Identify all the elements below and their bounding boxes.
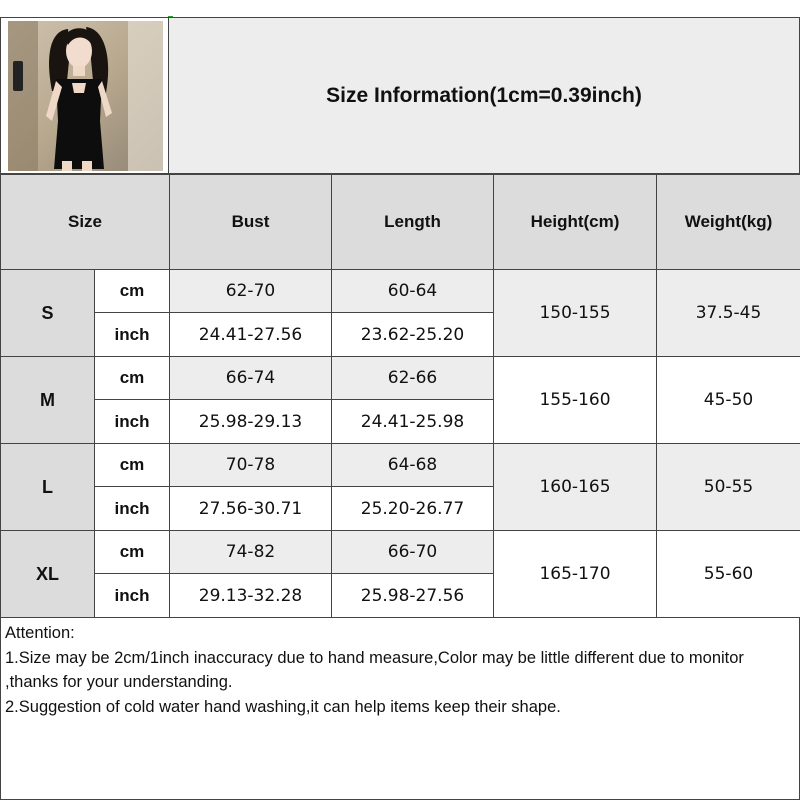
length-inch: 23.62-25.20 [332, 313, 494, 357]
weight-value: 55-60 [657, 531, 800, 618]
table-row [1, 531, 800, 574]
length-inch: 25.98-27.56 [332, 574, 494, 618]
weight-value: 37.5-45 [657, 270, 800, 357]
height-value: 155-160 [494, 357, 657, 444]
height-value: 165-170 [494, 531, 657, 618]
height-value: 150-155 [494, 270, 657, 357]
bust-cm: 62-70 [170, 270, 332, 313]
length-cm: 66-70 [332, 531, 494, 574]
unit-label: cm [95, 270, 170, 313]
title-cell [169, 17, 800, 174]
bust-inch: 27.56-30.71 [170, 487, 332, 531]
attention-notes [0, 617, 800, 800]
length-cm: 64-68 [332, 444, 494, 487]
unit-label: inch [95, 313, 170, 357]
unit-label: inch [95, 574, 170, 618]
attention-line-1: 1.Size may be 2cm/1inch inaccuracy due to hand measure,Color may be little different due to monitor ,thanks for your understanding. [5, 648, 744, 691]
header-length: Length [332, 175, 494, 270]
table-header-row [1, 175, 800, 270]
unit-label: cm [95, 357, 170, 400]
product-photo [8, 21, 163, 171]
length-inch: 24.41-25.98 [332, 400, 494, 444]
weight-value: 50-55 [657, 444, 800, 531]
length-cm: 62-66 [332, 357, 494, 400]
unit-label: cm [95, 444, 170, 487]
unit-label: cm [95, 531, 170, 574]
table-row [1, 270, 800, 313]
size-table [0, 174, 800, 618]
header-height: Height(cm) [494, 175, 657, 270]
length-cm: 60-64 [332, 270, 494, 313]
attention-heading: Attention: [5, 624, 75, 642]
bust-cm: 70-78 [170, 444, 332, 487]
table-row [1, 357, 800, 400]
page-title: Size Information(1cm=0.39inch) [326, 83, 642, 107]
product-photo-cell [0, 17, 169, 174]
size-label: L [1, 444, 95, 531]
attention-line-2: 2.Suggestion of cold water hand washing,it can help items keep their shape. [5, 697, 561, 716]
bust-inch: 25.98-29.13 [170, 400, 332, 444]
weight-value: 45-50 [657, 357, 800, 444]
height-value: 160-165 [494, 444, 657, 531]
bust-cm: 66-74 [170, 357, 332, 400]
header-size: Size [1, 175, 170, 270]
table-row [1, 444, 800, 487]
bust-inch: 29.13-32.28 [170, 574, 332, 618]
header-bust: Bust [170, 175, 332, 270]
unit-label: inch [95, 400, 170, 444]
header-weight: Weight(kg) [657, 175, 800, 270]
unit-label: inch [95, 487, 170, 531]
bust-inch: 24.41-27.56 [170, 313, 332, 357]
bust-cm: 74-82 [170, 531, 332, 574]
length-inch: 25.20-26.77 [332, 487, 494, 531]
size-label: M [1, 357, 95, 444]
size-label: XL [1, 531, 95, 618]
size-label: S [1, 270, 95, 357]
